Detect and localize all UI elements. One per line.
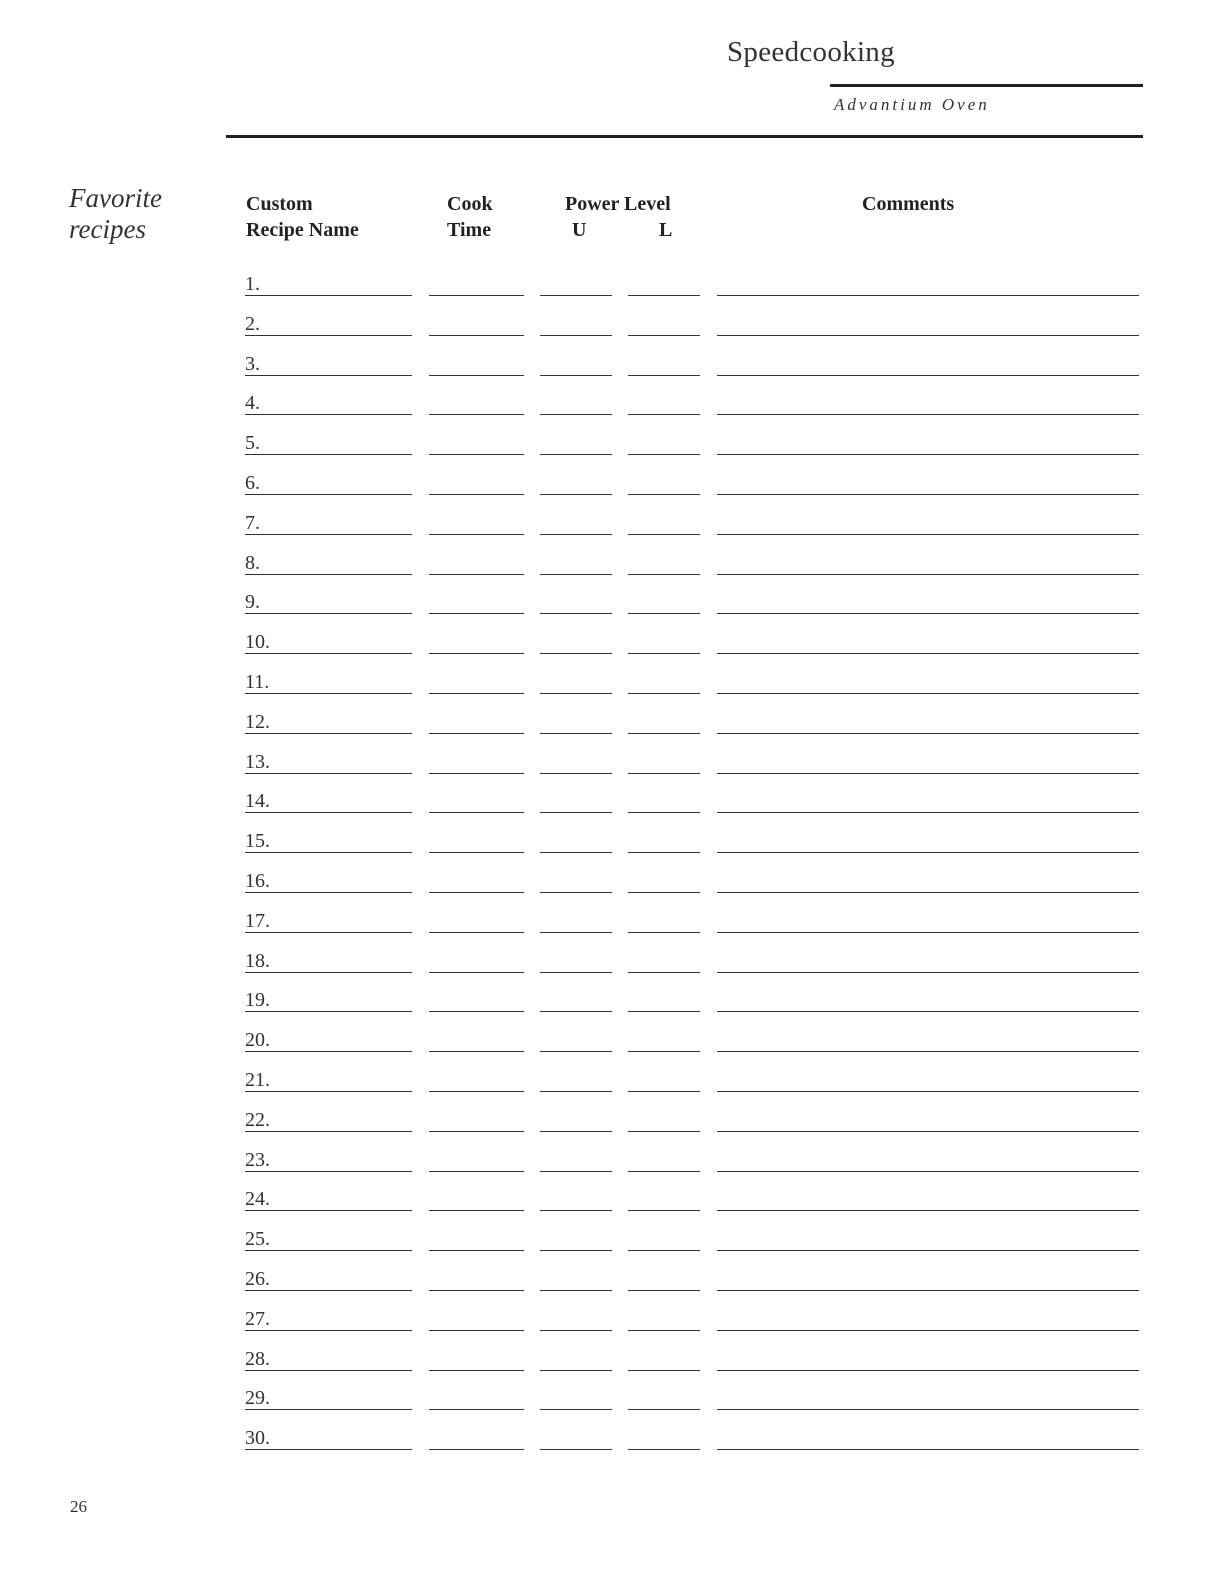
comments-line[interactable] bbox=[717, 653, 1139, 654]
row-number: 11. bbox=[245, 671, 270, 693]
comments-line[interactable] bbox=[717, 613, 1139, 614]
recipe-name-line[interactable] bbox=[245, 972, 412, 973]
section-title-line1: Favorite bbox=[69, 183, 162, 213]
row-number: 13. bbox=[245, 750, 270, 773]
row-number: 15. bbox=[245, 830, 270, 853]
row-number: 4. bbox=[245, 392, 260, 415]
section-title bbox=[69, 183, 162, 245]
row-number: 12. bbox=[245, 710, 270, 733]
table-row bbox=[0, 1149, 1213, 1189]
table-row bbox=[0, 950, 1213, 990]
comments-line[interactable] bbox=[717, 1290, 1139, 1291]
power-l-line[interactable] bbox=[628, 1011, 700, 1012]
recipe-name-line[interactable] bbox=[245, 1210, 412, 1211]
power-u-line[interactable] bbox=[540, 693, 612, 694]
recipe-name-line[interactable] bbox=[245, 932, 412, 933]
power-u-line[interactable] bbox=[540, 454, 612, 455]
recipe-name-line[interactable] bbox=[245, 454, 412, 455]
table-row bbox=[0, 273, 1213, 313]
table-row bbox=[0, 910, 1213, 950]
cook-time-line[interactable] bbox=[429, 892, 524, 893]
comments-line[interactable] bbox=[717, 693, 1139, 694]
power-u-line[interactable] bbox=[540, 812, 612, 813]
power-l-line[interactable] bbox=[628, 335, 700, 336]
column-header-power-l: L bbox=[659, 219, 673, 241]
power-l-line[interactable] bbox=[628, 414, 700, 415]
cook-time-line[interactable] bbox=[429, 1449, 524, 1450]
recipe-name-line[interactable] bbox=[245, 335, 412, 336]
row-number: 23. bbox=[245, 1148, 270, 1171]
row-number: 17. bbox=[245, 909, 270, 932]
row-number: 21. bbox=[245, 1069, 270, 1091]
power-u-line[interactable] bbox=[540, 1370, 612, 1371]
column-header-power-level bbox=[565, 191, 671, 217]
power-u-line[interactable] bbox=[540, 1051, 612, 1052]
comments-line[interactable] bbox=[717, 773, 1139, 774]
power-l-line[interactable] bbox=[628, 1290, 700, 1291]
cook-time-line[interactable] bbox=[429, 454, 524, 455]
cook-time-line[interactable] bbox=[429, 1171, 524, 1172]
comments-line[interactable] bbox=[717, 335, 1139, 336]
table-row bbox=[0, 1308, 1213, 1348]
power-l-line[interactable] bbox=[628, 1171, 700, 1172]
column-header-recipe-name bbox=[246, 191, 359, 243]
power-l-line[interactable] bbox=[628, 534, 700, 535]
recipe-name-line[interactable] bbox=[245, 534, 412, 535]
recipe-name-line[interactable] bbox=[245, 494, 412, 495]
power-l-line[interactable] bbox=[628, 574, 700, 575]
power-l-line[interactable] bbox=[628, 812, 700, 813]
cook-time-line[interactable] bbox=[429, 574, 524, 575]
comments-line[interactable] bbox=[717, 295, 1139, 296]
cook-time-line[interactable] bbox=[429, 1131, 524, 1132]
cook-time-line[interactable] bbox=[429, 1370, 524, 1371]
power-l-line[interactable] bbox=[628, 1131, 700, 1132]
power-u-line[interactable] bbox=[540, 653, 612, 654]
cook-time-line[interactable] bbox=[429, 1250, 524, 1251]
table-row bbox=[0, 1069, 1213, 1109]
power-l-line[interactable] bbox=[628, 494, 700, 495]
cook-time-line[interactable] bbox=[429, 653, 524, 654]
recipe-name-line[interactable] bbox=[245, 1091, 412, 1092]
column-header-cook-time-line1: Cook bbox=[447, 193, 493, 215]
power-l-line[interactable] bbox=[628, 892, 700, 893]
header-rule-long bbox=[226, 135, 1143, 138]
comments-line[interactable] bbox=[717, 1370, 1139, 1371]
comments-line[interactable] bbox=[717, 1171, 1139, 1172]
power-l-line[interactable] bbox=[628, 693, 700, 694]
power-u-line[interactable] bbox=[540, 534, 612, 535]
power-u-line[interactable] bbox=[540, 1290, 612, 1291]
recipe-name-line[interactable] bbox=[245, 1131, 412, 1132]
column-header-power-u: U bbox=[572, 219, 587, 241]
power-u-line[interactable] bbox=[540, 375, 612, 376]
table-row bbox=[0, 671, 1213, 711]
cook-time-line[interactable] bbox=[429, 335, 524, 336]
cook-time-line[interactable] bbox=[429, 733, 524, 734]
cook-time-line[interactable] bbox=[429, 295, 524, 296]
comments-line[interactable] bbox=[717, 574, 1139, 575]
comments-line[interactable] bbox=[717, 1051, 1139, 1052]
power-l-line[interactable] bbox=[628, 1330, 700, 1331]
table-row bbox=[0, 1268, 1213, 1308]
table-row bbox=[0, 552, 1213, 592]
row-number: 20. bbox=[245, 1029, 270, 1052]
row-number: 9. bbox=[245, 591, 260, 614]
comments-line[interactable] bbox=[717, 1131, 1139, 1132]
column-header-comments: Comments bbox=[862, 193, 955, 215]
table-row bbox=[0, 711, 1213, 751]
power-u-line[interactable] bbox=[540, 1250, 612, 1251]
recipe-name-line[interactable] bbox=[245, 295, 412, 296]
row-number: 16. bbox=[245, 870, 270, 892]
row-number: 22. bbox=[245, 1108, 270, 1131]
power-u-line[interactable] bbox=[540, 972, 612, 973]
row-number: 7. bbox=[245, 511, 260, 534]
power-l-line[interactable] bbox=[628, 454, 700, 455]
cook-time-line[interactable] bbox=[429, 773, 524, 774]
power-u-line[interactable] bbox=[540, 892, 612, 893]
row-number: 14. bbox=[245, 790, 270, 813]
comments-line[interactable] bbox=[717, 1449, 1139, 1450]
column-header-cook-time bbox=[447, 191, 493, 243]
power-u-line[interactable] bbox=[540, 773, 612, 774]
table-row bbox=[0, 591, 1213, 631]
comments-line[interactable] bbox=[717, 454, 1139, 455]
cook-time-line[interactable] bbox=[429, 852, 524, 853]
power-u-line[interactable] bbox=[540, 1330, 612, 1331]
cook-time-line[interactable] bbox=[429, 1409, 524, 1410]
recipe-name-line[interactable] bbox=[245, 414, 412, 415]
recipe-name-line[interactable] bbox=[245, 1051, 412, 1052]
power-u-line[interactable] bbox=[540, 574, 612, 575]
comments-line[interactable] bbox=[717, 494, 1139, 495]
header-subtitle: Advantium Oven bbox=[834, 95, 990, 114]
cook-time-line[interactable] bbox=[429, 932, 524, 933]
recipe-name-line[interactable] bbox=[245, 1171, 412, 1172]
cook-time-line[interactable] bbox=[429, 1051, 524, 1052]
power-l-line[interactable] bbox=[628, 653, 700, 654]
power-l-line[interactable] bbox=[628, 932, 700, 933]
table-row bbox=[0, 830, 1213, 870]
cook-time-line[interactable] bbox=[429, 812, 524, 813]
table-row bbox=[0, 1228, 1213, 1268]
column-header-cook-time-line2: Time bbox=[447, 219, 492, 241]
table-row bbox=[0, 1427, 1213, 1467]
cook-time-line[interactable] bbox=[429, 494, 524, 495]
recipe-name-line[interactable] bbox=[245, 693, 412, 694]
power-l-line[interactable] bbox=[628, 1210, 700, 1211]
comments-line[interactable] bbox=[717, 414, 1139, 415]
row-number: 3. bbox=[245, 352, 260, 375]
row-number: 5. bbox=[245, 432, 260, 455]
power-l-line[interactable] bbox=[628, 972, 700, 973]
comments-line[interactable] bbox=[717, 892, 1139, 893]
power-u-line[interactable] bbox=[540, 1011, 612, 1012]
table-row bbox=[0, 1188, 1213, 1228]
cook-time-line[interactable] bbox=[429, 1011, 524, 1012]
recipe-name-line[interactable] bbox=[245, 1370, 412, 1371]
row-number: 28. bbox=[245, 1347, 270, 1370]
power-u-line[interactable] bbox=[540, 932, 612, 933]
recipe-name-line[interactable] bbox=[245, 733, 412, 734]
power-u-line[interactable] bbox=[540, 613, 612, 614]
cook-time-line[interactable] bbox=[429, 1330, 524, 1331]
header-rule-short bbox=[830, 84, 1143, 87]
comments-line[interactable] bbox=[717, 1091, 1139, 1092]
comments-line[interactable] bbox=[717, 1210, 1139, 1211]
table-row bbox=[0, 870, 1213, 910]
comments-line[interactable] bbox=[717, 1250, 1139, 1251]
table-row bbox=[0, 1029, 1213, 1069]
recipe-name-line[interactable] bbox=[245, 1409, 412, 1410]
table-row bbox=[0, 353, 1213, 393]
table-row bbox=[0, 1348, 1213, 1388]
cook-time-line[interactable] bbox=[429, 972, 524, 973]
recipe-name-line[interactable] bbox=[245, 892, 412, 893]
row-number: 8. bbox=[245, 551, 260, 574]
table-row bbox=[0, 631, 1213, 671]
recipe-name-line[interactable] bbox=[245, 812, 412, 813]
cook-time-line[interactable] bbox=[429, 693, 524, 694]
power-l-line[interactable] bbox=[628, 1409, 700, 1410]
header-title: Speedcooking bbox=[727, 36, 895, 68]
table-row bbox=[0, 1109, 1213, 1149]
cook-time-line[interactable] bbox=[429, 534, 524, 535]
row-number: 29. bbox=[245, 1387, 270, 1410]
power-l-line[interactable] bbox=[628, 375, 700, 376]
cook-time-line[interactable] bbox=[429, 1290, 524, 1291]
comments-line[interactable] bbox=[717, 534, 1139, 535]
table-row bbox=[0, 313, 1213, 353]
power-u-line[interactable] bbox=[540, 335, 612, 336]
power-u-line[interactable] bbox=[540, 494, 612, 495]
table-row bbox=[0, 790, 1213, 830]
row-number: 27. bbox=[245, 1307, 270, 1330]
comments-line[interactable] bbox=[717, 375, 1139, 376]
recipe-name-line[interactable] bbox=[245, 773, 412, 774]
power-l-line[interactable] bbox=[628, 773, 700, 774]
power-u-line[interactable] bbox=[540, 1210, 612, 1211]
section-title-line2: recipes bbox=[69, 214, 146, 244]
recipe-name-line[interactable] bbox=[245, 613, 412, 614]
power-u-line[interactable] bbox=[540, 1171, 612, 1172]
row-number: 25. bbox=[245, 1228, 270, 1251]
comments-line[interactable] bbox=[717, 852, 1139, 853]
power-u-line[interactable] bbox=[540, 1091, 612, 1092]
row-number: 30. bbox=[245, 1427, 270, 1450]
power-l-line[interactable] bbox=[628, 1250, 700, 1251]
comments-line[interactable] bbox=[717, 1011, 1139, 1012]
recipe-name-line[interactable] bbox=[245, 1330, 412, 1331]
column-header-recipe-name-line1: Custom bbox=[246, 193, 313, 215]
comments-line[interactable] bbox=[717, 733, 1139, 734]
cook-time-line[interactable] bbox=[429, 375, 524, 376]
recipe-name-line[interactable] bbox=[245, 1449, 412, 1450]
comments-line[interactable] bbox=[717, 1409, 1139, 1410]
recipe-name-line[interactable] bbox=[245, 375, 412, 376]
row-number: 10. bbox=[245, 631, 270, 654]
power-l-line[interactable] bbox=[628, 613, 700, 614]
table-row bbox=[0, 392, 1213, 432]
table-row bbox=[0, 472, 1213, 512]
recipe-name-line[interactable] bbox=[245, 1250, 412, 1251]
comments-line[interactable] bbox=[717, 1330, 1139, 1331]
column-header-recipe-name-line2: Recipe Name bbox=[246, 219, 359, 241]
table-row bbox=[0, 989, 1213, 1029]
power-l-line[interactable] bbox=[628, 295, 700, 296]
recipe-name-line[interactable] bbox=[245, 1011, 412, 1012]
row-number: 6. bbox=[245, 472, 260, 494]
power-u-line[interactable] bbox=[540, 1409, 612, 1410]
comments-line[interactable] bbox=[717, 972, 1139, 973]
power-l-line[interactable] bbox=[628, 1091, 700, 1092]
power-u-line[interactable] bbox=[540, 1449, 612, 1450]
table-row bbox=[0, 512, 1213, 552]
comments-line[interactable] bbox=[717, 932, 1139, 933]
table-row bbox=[0, 751, 1213, 791]
comments-line[interactable] bbox=[717, 812, 1139, 813]
recipe-name-line[interactable] bbox=[245, 1290, 412, 1291]
row-number: 18. bbox=[245, 949, 270, 972]
power-l-line[interactable] bbox=[628, 1370, 700, 1371]
power-l-line[interactable] bbox=[628, 852, 700, 853]
power-u-line[interactable] bbox=[540, 852, 612, 853]
table-row bbox=[0, 432, 1213, 472]
row-number: 19. bbox=[245, 989, 270, 1012]
page-number: 26 bbox=[70, 1497, 87, 1516]
power-u-line[interactable] bbox=[540, 414, 612, 415]
table-row bbox=[0, 1387, 1213, 1427]
row-number: 2. bbox=[245, 312, 260, 335]
column-header-power-level-line1: Power Level bbox=[565, 193, 671, 215]
power-l-line[interactable] bbox=[628, 1449, 700, 1450]
cook-time-line[interactable] bbox=[429, 1210, 524, 1211]
row-number: 1. bbox=[245, 273, 260, 295]
power-u-line[interactable] bbox=[540, 733, 612, 734]
power-l-line[interactable] bbox=[628, 1051, 700, 1052]
recipe-name-line[interactable] bbox=[245, 574, 412, 575]
cook-time-line[interactable] bbox=[429, 613, 524, 614]
row-number: 24. bbox=[245, 1188, 270, 1211]
power-u-line[interactable] bbox=[540, 1131, 612, 1132]
recipe-name-line[interactable] bbox=[245, 653, 412, 654]
power-u-line[interactable] bbox=[540, 295, 612, 296]
cook-time-line[interactable] bbox=[429, 1091, 524, 1092]
power-l-line[interactable] bbox=[628, 733, 700, 734]
row-number: 26. bbox=[245, 1268, 270, 1290]
recipe-name-line[interactable] bbox=[245, 852, 412, 853]
cook-time-line[interactable] bbox=[429, 414, 524, 415]
